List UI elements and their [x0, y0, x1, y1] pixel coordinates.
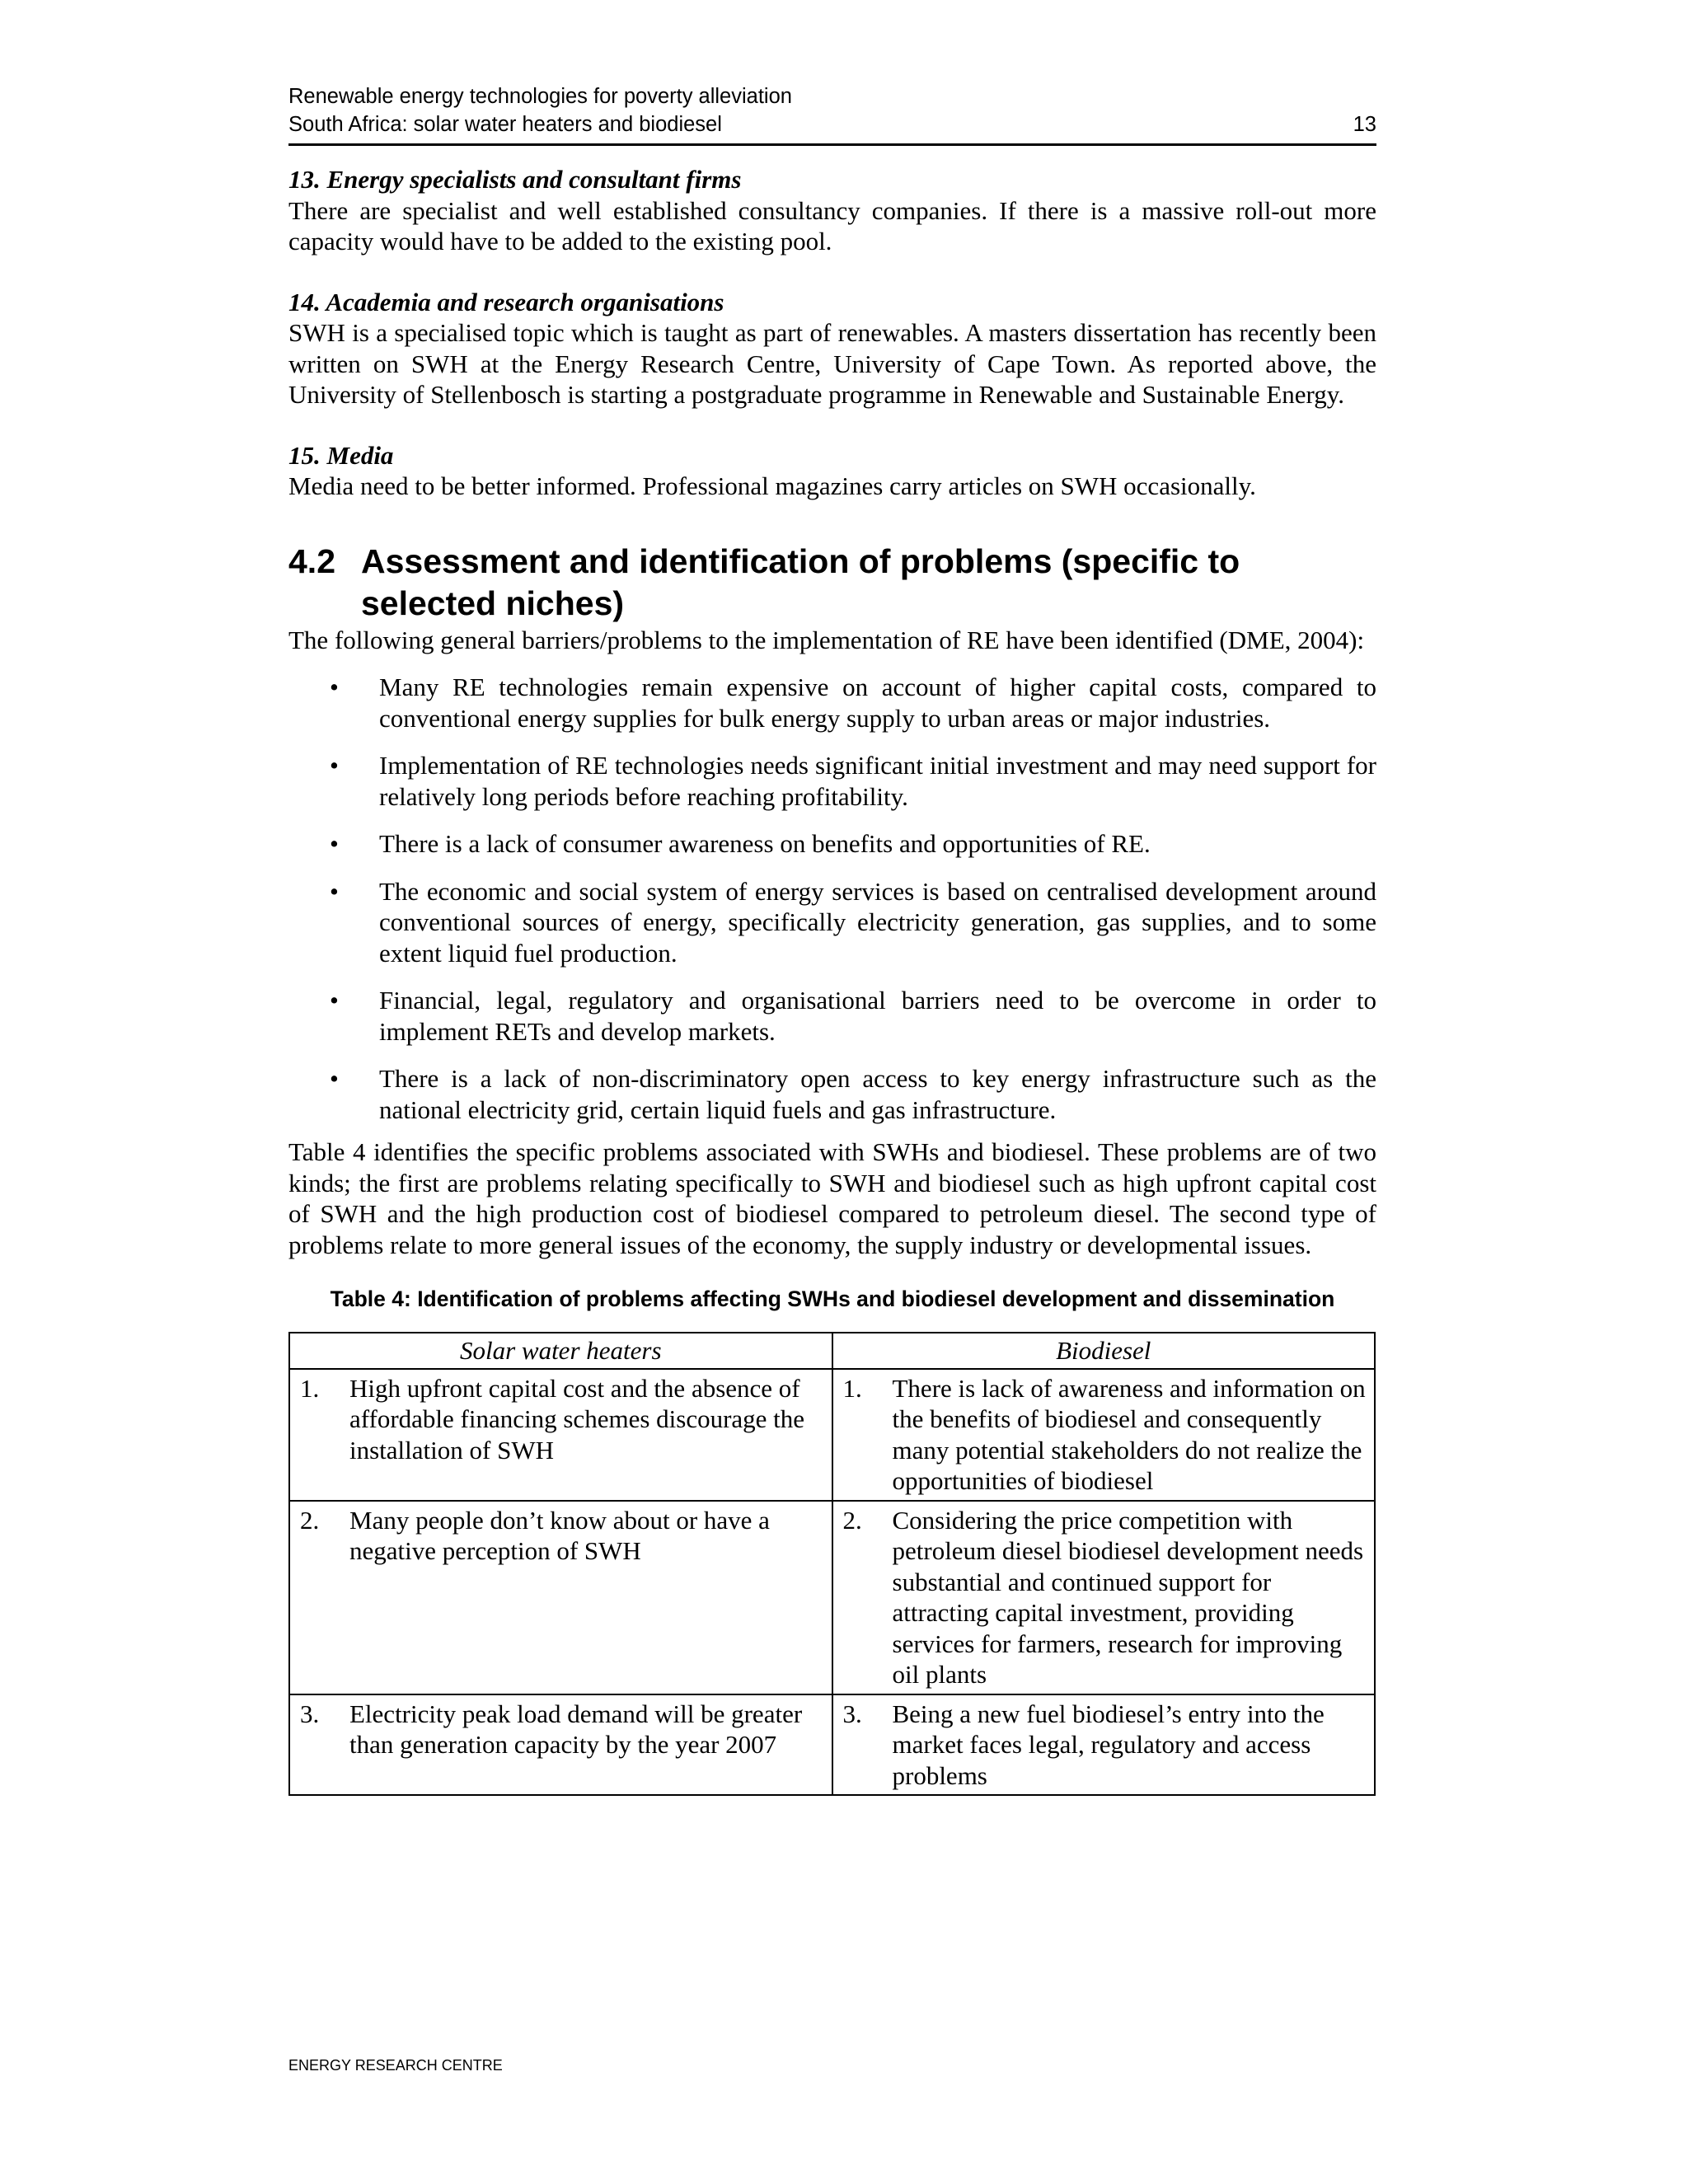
bullet-icon: •: [330, 1064, 339, 1093]
list-item: • There is a lack of consumer awareness on benefits and opportunities of RE.: [330, 829, 1151, 858]
table-cell: 1. High upfront capital cost and the absence of affordable financing schemes discourage the installation of SWH: [289, 1369, 832, 1501]
barriers-list: [288, 672, 1376, 1125]
section-title: Assessment and identification of problems (specific to selected niches): [361, 541, 1240, 622]
list-item: • There is a lack of non-discriminatory open access to key energy infrastructure such as the national electricity grid, certain liquid fuels and gas infrastructure.: [330, 1064, 1376, 1124]
bullet-icon: •: [330, 673, 339, 701]
table-row: [289, 1694, 1375, 1796]
table-cell: 2. Many people don’t know about or have a negative perception of SWH: [289, 1501, 832, 1694]
bullet-icon: •: [330, 876, 339, 906]
list-item: • Many RE technologies remain expensive on account of higher capital costs, compared to conventional energy supplies for bulk energy supply to urban areas or major industries.: [330, 673, 1376, 733]
section-media: [288, 440, 1376, 502]
header-title: Renewable energy technologies for poverty alleviation: [288, 85, 792, 108]
list-item: • Financial, legal, regulatory and organisational barriers need to be overcome in order to implement RETs and develop markets.: [330, 986, 1376, 1046]
page-number: 13: [1353, 113, 1376, 136]
list-item: • The economic and social system of energy services is based on centralised development around conventional sources of energy, specifically electricity generation, gas supplies, and to some extent liquid fuel production.: [330, 876, 1376, 968]
bullet-icon: •: [330, 751, 339, 780]
section-paragraph: Media need to be better informed. Professional magazines carry articles on SWH occasionally.: [288, 471, 1256, 500]
table-caption: Table 4: Identification of problems affecting SWHs and biodiesel development and dissemination: [330, 1286, 1335, 1311]
section-academia: [288, 287, 1376, 410]
section-number: 4.2: [288, 541, 335, 580]
table-header-row: [289, 1333, 1375, 1369]
bullet-icon: •: [330, 986, 339, 1015]
section-heading: 14. Academia and research organisations: [288, 287, 724, 316]
table-row: [289, 1369, 1375, 1501]
table-cell: 3. Electricity peak load demand will be greater than generation capacity by the year 2007: [289, 1694, 832, 1796]
section-paragraph: SWH is a specialised topic which is taught as part of renewables. A masters dissertation has recently been written on SWH at the Energy Research Centre, University of Cape Town. As reported above, the University of Stellenbosch is starting a postgraduate programme in Renewable and Sustainable Energy.: [288, 318, 1376, 409]
header-subtitle: South Africa: solar water heaters and biodiesel: [288, 113, 722, 136]
table-cell: 3. Being a new fuel biodiesel’s entry into the market faces legal, regulatory and access problems: [832, 1694, 1376, 1796]
section-intro: The following general barriers/problems to the implementation of RE have been identified (DME, 2004):: [288, 625, 1365, 654]
section-4-2-heading: [288, 541, 1376, 625]
section-energy-specialists: [288, 164, 1376, 257]
section-heading: 13. Energy specialists and consultant firms: [288, 165, 742, 194]
problems-table: [288, 1332, 1376, 1796]
closing-paragraph: Table 4 identifies the specific problems associated with SWHs and biodiesel. These problems are of two kinds; the first are problems relating specifically to SWH and biodiesel such as high upfront capital cost of SWH and the high production cost of biodiesel compared to petroleum diesel. The second type of problems relate to more general issues of the economy, the supply industry or developmental issues.: [288, 1137, 1376, 1259]
bullet-icon: •: [330, 829, 339, 858]
section-heading: 15. Media: [288, 440, 394, 470]
column-header-biodiesel: Biodiesel: [832, 1333, 1376, 1369]
page-footer: ENERGY RESEARCH CENTRE: [288, 2057, 503, 2074]
column-header-swh: Solar water heaters: [289, 1333, 832, 1369]
running-header: [288, 82, 1376, 146]
table-cell: 1. There is lack of awareness and information on the benefits of biodiesel and consequently many potential stakeholders do not realize the opportunities of biodiesel: [832, 1369, 1376, 1501]
section-paragraph: There are specialist and well established consultancy companies. If there is a massive roll-out more capacity would have to be added to the existing pool.: [288, 195, 1376, 255]
table-row: [289, 1501, 1375, 1694]
table-cell: 2. Considering the price competition with petroleum diesel biodiesel development needs substantial and continued support for attracting capital investment, providing services for farmers, research for improving oil plants: [832, 1501, 1376, 1694]
list-item: • Implementation of RE technologies needs significant initial investment and may need support for relatively long periods before reaching profitability.: [330, 751, 1376, 811]
document-page: [288, 82, 1376, 1796]
